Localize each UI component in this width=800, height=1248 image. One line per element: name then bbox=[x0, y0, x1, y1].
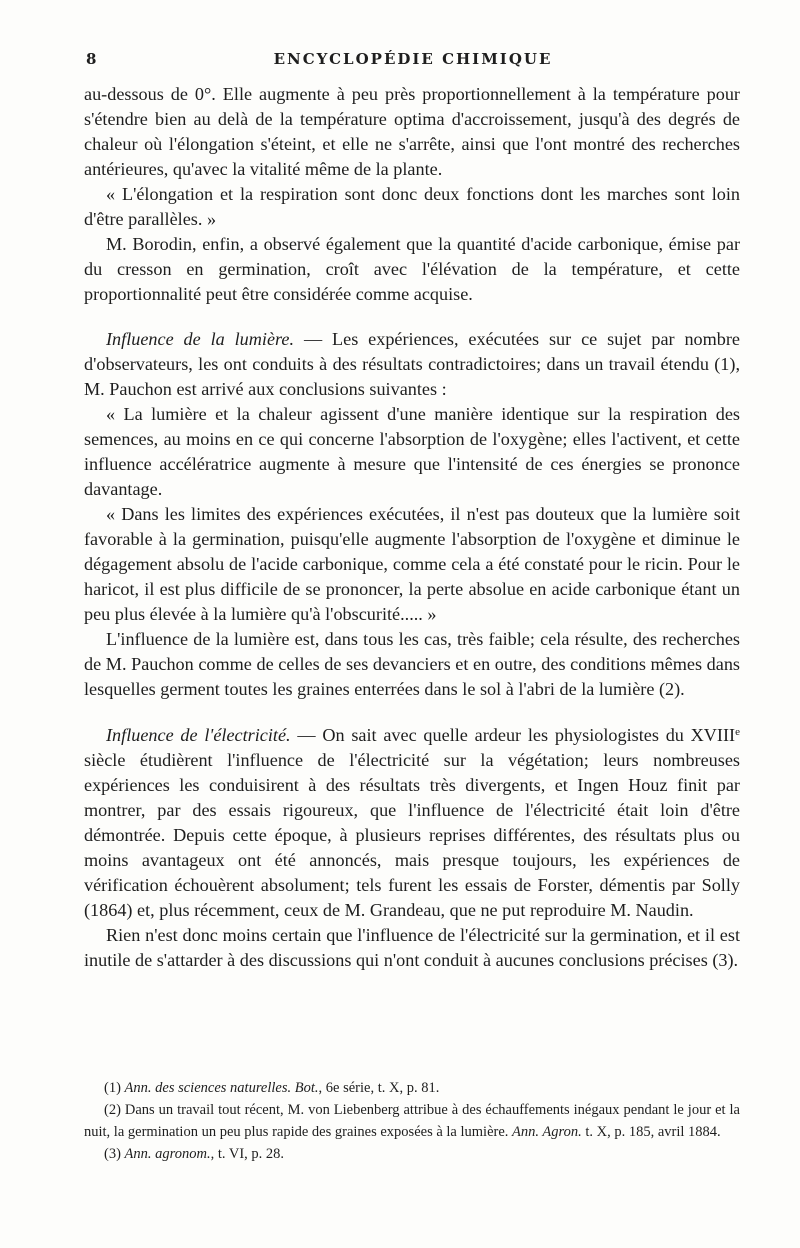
paragraph: « L'élongation et la respiration sont donc deux fonctions dont les marches sont loin d'être parallèles. » bbox=[84, 184, 740, 229]
page-header bbox=[86, 50, 740, 74]
footnote-source: Ann. agronom. bbox=[124, 1146, 211, 1162]
paragraph: M. Borodin, enfin, a observé également que la quantité d'acide carbonique, émise par du cresson en germination, croît avec l'élévation de la température, et cette proportionnalité peut être considérée comme acquise. bbox=[84, 234, 740, 304]
paragraph: L'influence de la lumière est, dans tous les cas, très faible; cela résulte, des recherches de M. Pauchon comme de celles de ses devanciers et en outre, des conditions mêmes dans lesquelles germent toutes les graines enterrées dans le sol à l'abri de la lumière (2). bbox=[84, 629, 740, 699]
paragraph: Rien n'est donc moins certain que l'influence de l'électricité sur la germination, et il est inutile de s'attarder à des discussions qui n'ont conduit à aucunes conclusions précises (3). bbox=[84, 925, 740, 970]
footnote-mark: (3) bbox=[104, 1146, 125, 1162]
footnote-mark: (1) bbox=[104, 1080, 125, 1096]
running-title: ENCYCLOPÉDIE CHIMIQUE bbox=[273, 50, 553, 68]
paragraph: « Dans les limites des expériences exécutées, il n'est pas douteux que la lumière soit favorable à la germination, puisqu'elle augmente l'absorption de l'oxygène et diminue le dégagement absolu de l'acide carbonique, comme cela a été constaté pour le ricin. Pour le haricot, il est plus difficile de se prononcer, la perte absolue en acide carbonique étant un peu plus élevée à la lumière qu'à l'obscurité..... » bbox=[84, 504, 740, 624]
footnote bbox=[84, 1143, 740, 1165]
footnote bbox=[84, 1099, 740, 1143]
paragraph-text: siècle étudièrent l'influence de l'électricité sur la végétation; leurs nombreuses expériences les conduisirent à des résultats très divergents, et Ingen Houz finit par montrer, par des essais rigoureux, que l'influence de l'électricité était loin d'être démontrée. Depuis cette époque, à plusieurs reprises différentes, des résultats plus ou moins avantageux ont été annoncés, mais presque toujours, les expériences de vérification échouèrent absolument; tels furent les essais de Forster, démentis par Solly (1864) et, plus récemment, ceux de M. Grandeau, que ne put reproduire M. Naudin. bbox=[84, 750, 740, 920]
footnote-text: , t. VI, p. 28. bbox=[210, 1146, 285, 1162]
paragraph-text: — On sait avec quelle ardeur les physiologistes du XVIII bbox=[290, 725, 736, 745]
page-number: 8 bbox=[86, 50, 97, 68]
paragraph: au-dessous de 0°. Elle augmente à peu près proportionnellement à la température pour s'étendre bien au delà de la température optima d'accroissement, jusqu'à des degrés de chaleur où l'élongation s'éteint, et elle ne s'arrête, ainsi que l'ont montré des recherches antérieures, qu'avec la vitalité même de la plante. bbox=[84, 84, 740, 179]
footnote-text: t. X, p. 185, avril 1884. bbox=[581, 1124, 721, 1140]
footnote-text: Dans un travail tout récent, M. von Liebenberg attribue à des échauffements inégaux pendant le jour et la nuit, la germination un peu plus rapide des graines exposées à la lumière. bbox=[84, 1102, 740, 1140]
body-text bbox=[84, 82, 740, 973]
footnote-source: Ann. Agron. bbox=[512, 1124, 582, 1140]
paragraph-text: — Les expériences, exécutées sur ce sujet par nombre d'observateurs, les ont conduits à des résultats contradictoires; dans un travail étendu (1), M. Pauchon est arrivé aux conclusions suivantes : bbox=[84, 329, 741, 399]
footnote-source: Ann. des sciences naturelles. Bot. bbox=[124, 1080, 319, 1096]
section-paragraph-light bbox=[84, 327, 740, 402]
section-heading: Influence de la lumière. bbox=[106, 329, 295, 349]
section-paragraph-electricity bbox=[84, 723, 740, 923]
footnote bbox=[84, 1077, 740, 1099]
section-heading: Influence de l'électricité. bbox=[106, 725, 291, 745]
footnotes bbox=[84, 1077, 740, 1165]
footnote-text: , 6e série, t. X, p. 81. bbox=[318, 1080, 440, 1096]
superscript: e bbox=[735, 726, 740, 738]
footnote-mark: (2) bbox=[104, 1102, 125, 1118]
paragraph: « La lumière et la chaleur agissent d'une manière identique sur la respiration des semences, au moins en ce qui concerne l'absorption de l'oxygène; elles l'activent, et cette influence accélératrice augmente à mesure que l'intensité de ces énergies se prononce davantage. bbox=[84, 404, 740, 499]
